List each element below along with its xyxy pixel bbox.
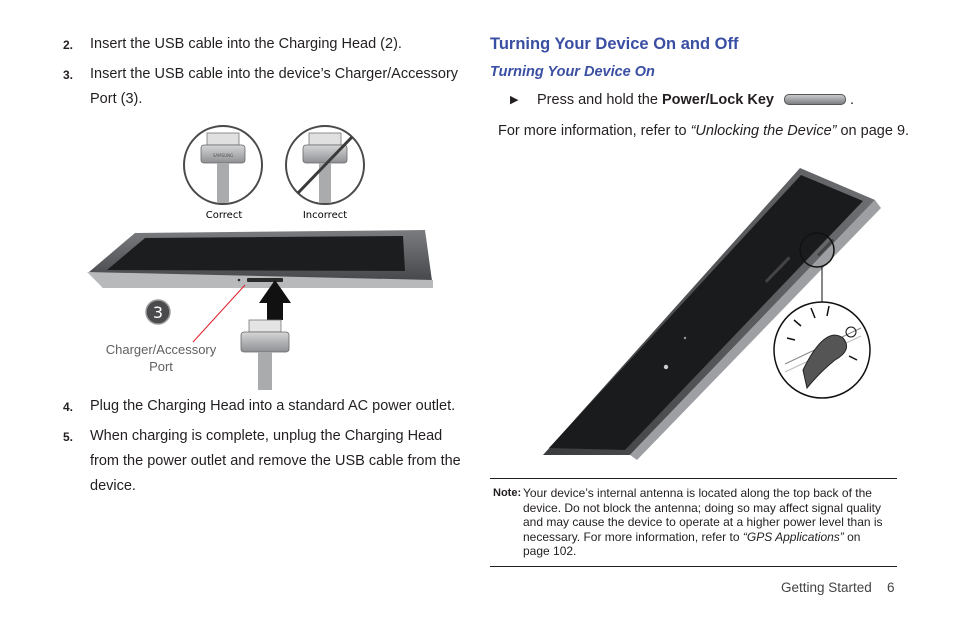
connector-brand-text: SAMSUNG bbox=[212, 153, 234, 158]
step-text-line: Insert the USB cable into the device’s Charger/Accessory bbox=[90, 66, 459, 82]
step-text-line: device. bbox=[90, 478, 136, 494]
bullet-text: Press and hold the bbox=[537, 92, 662, 108]
note-line: page 102. bbox=[523, 544, 577, 558]
note-line: Your device’s internal antenna is located along the top back of the bbox=[523, 486, 872, 500]
bullet-instruction bbox=[510, 90, 910, 112]
step-5 bbox=[63, 424, 463, 499]
more-info-suffix: on page 9. bbox=[836, 123, 910, 139]
note-bottom-rule bbox=[490, 566, 897, 567]
note-line-prefix: necessary. For more information, refer to bbox=[523, 529, 743, 544]
tablet-illustration bbox=[87, 230, 433, 288]
step-text-line: from the power outlet and remove the USB cable from the bbox=[90, 453, 461, 469]
note-line bbox=[523, 530, 883, 545]
step-2 bbox=[63, 32, 463, 57]
step-text: Insert the USB cable into the Charging Head (2). bbox=[90, 36, 402, 52]
port-label-line: Charger/Accessory bbox=[105, 342, 217, 357]
more-info-prefix: For more information, refer to bbox=[498, 123, 691, 139]
more-info-text bbox=[498, 123, 909, 139]
note-box bbox=[493, 486, 897, 561]
note-line: device. Do not block the antenna; doing so may affect signal quality bbox=[523, 500, 882, 515]
step-text-line: Port (3). bbox=[90, 91, 143, 107]
port-label-line: Port bbox=[149, 359, 173, 374]
note-label: Note: bbox=[493, 487, 522, 499]
subsection-heading: Turning Your Device On bbox=[490, 64, 655, 80]
note-line-suffix: on bbox=[843, 529, 861, 544]
step-number: 4. bbox=[63, 400, 74, 414]
footer-section-name: Getting Started bbox=[781, 580, 872, 595]
step-4 bbox=[63, 394, 463, 419]
section-heading: Turning Your Device On and Off bbox=[490, 35, 739, 53]
bullet-arrow-icon: ▶ bbox=[510, 94, 519, 106]
incorrect-label: Incorrect bbox=[302, 210, 348, 221]
step-number: 2. bbox=[63, 38, 74, 52]
incorrect-connector-illustration bbox=[286, 126, 364, 204]
step-text: Plug the Charging Head into a standard AC power outlet. bbox=[90, 398, 456, 414]
power-key-figure bbox=[535, 160, 900, 465]
charger-port-label bbox=[95, 341, 227, 375]
step-3 bbox=[63, 62, 463, 112]
bullet-suffix: . bbox=[850, 92, 855, 108]
more-info-reference: “Unlocking the Device” bbox=[690, 123, 837, 139]
callout-leader-line bbox=[193, 285, 245, 342]
callout-number: 3 bbox=[152, 303, 164, 322]
finger-press-illustration bbox=[774, 302, 870, 398]
step-text-line: When charging is complete, unplug the Charging Head bbox=[90, 428, 443, 444]
usb-cable-connector bbox=[241, 320, 289, 390]
step-number: 5. bbox=[63, 430, 74, 444]
note-reference: “GPS Applications” bbox=[742, 529, 844, 544]
correct-connector-illustration bbox=[184, 126, 262, 204]
note-top-rule bbox=[490, 478, 897, 479]
correct-label: Correct bbox=[205, 210, 243, 221]
power-lock-key-name: Power/Lock Key bbox=[661, 92, 774, 108]
footer-page-number: 6 bbox=[887, 580, 895, 595]
note-line: and may cause the device to operate at a higher power level than is bbox=[523, 515, 883, 529]
power-key-icon bbox=[784, 94, 846, 105]
step-number: 3. bbox=[63, 68, 74, 82]
